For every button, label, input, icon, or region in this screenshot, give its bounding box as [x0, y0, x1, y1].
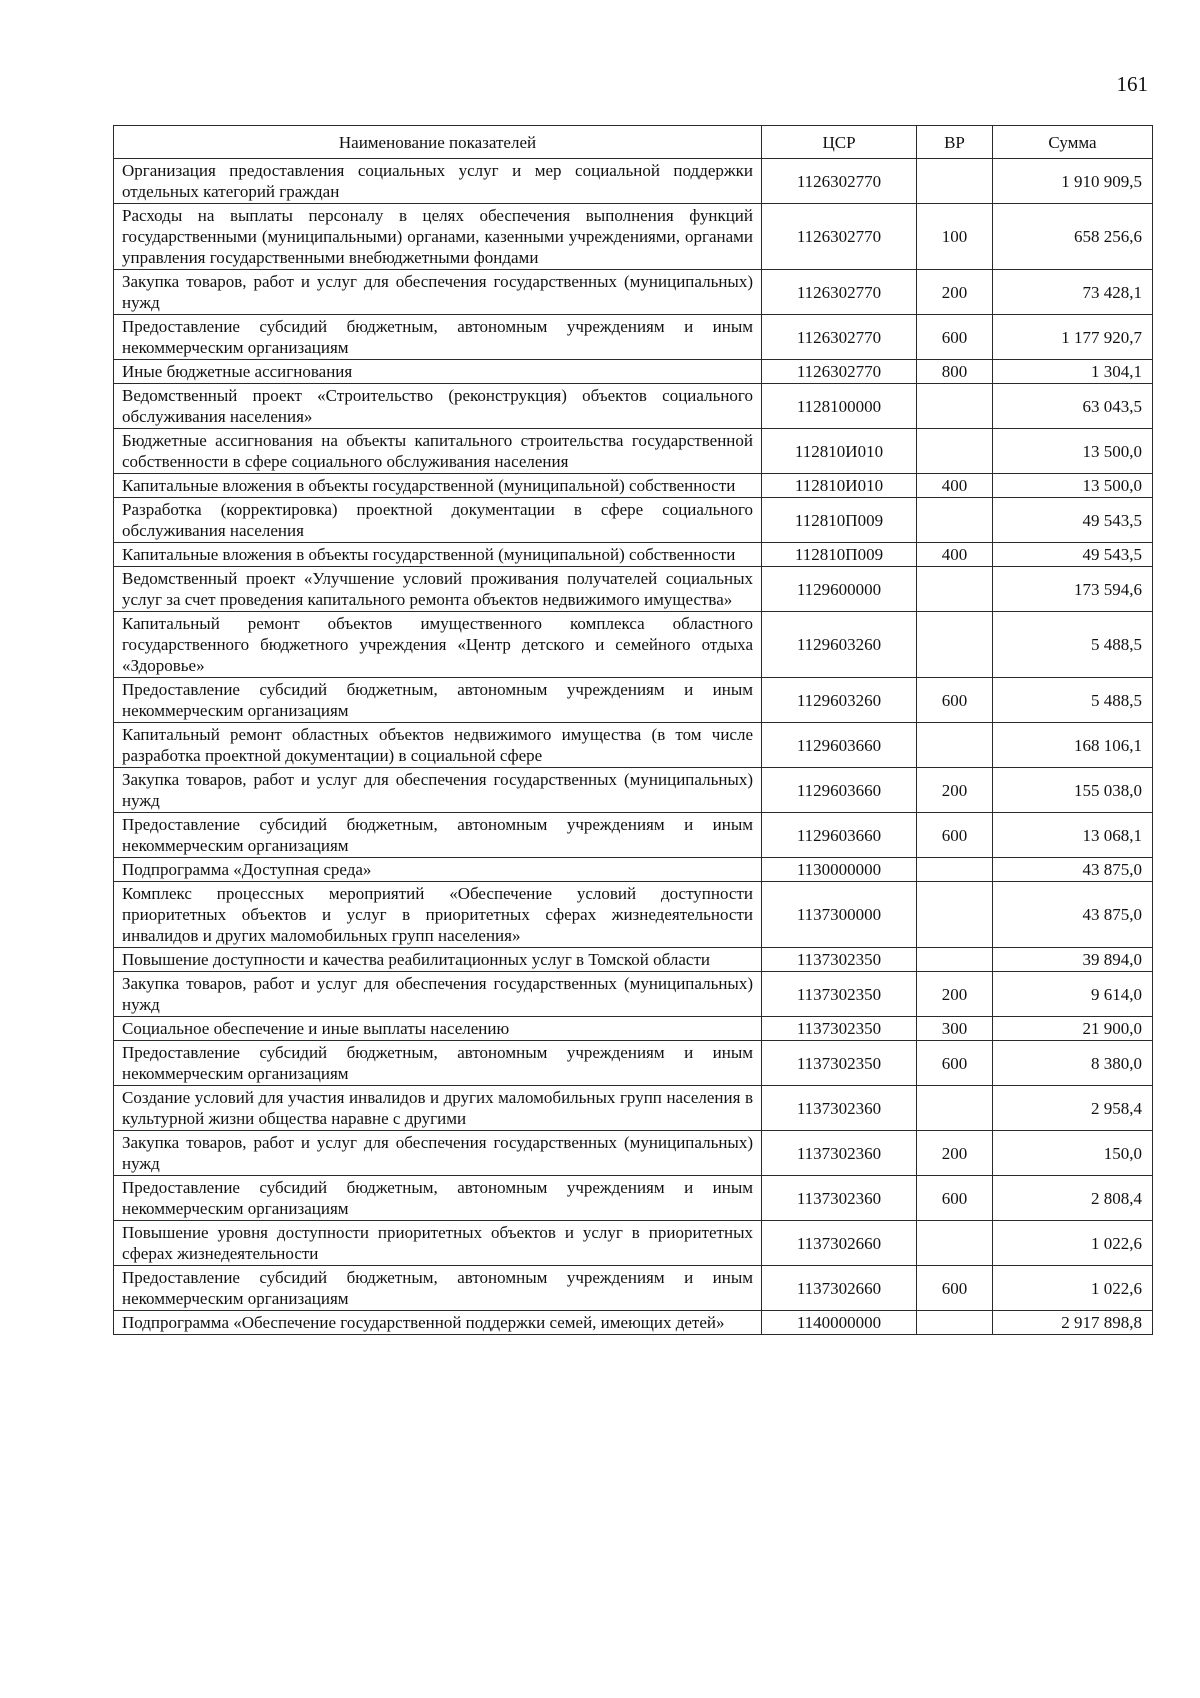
- row-csr-cell: 1129603660: [762, 723, 917, 768]
- row-name-cell: Предоставление субсидий бюджетным, автономным учреждениям и иным некоммерческим организациям: [114, 1041, 762, 1086]
- row-csr-cell: 1137302660: [762, 1221, 917, 1266]
- row-sum-cell: 49 543,5: [993, 543, 1153, 567]
- row-vr-cell: [917, 948, 993, 972]
- row-csr-cell: 1126302770: [762, 270, 917, 315]
- row-vr-cell: 200: [917, 768, 993, 813]
- row-name-cell: Закупка товаров, работ и услуг для обеспечения государственных (муниципальных) нужд: [114, 270, 762, 315]
- row-name-cell: Подпрограмма «Обеспечение государственной поддержки семей, имеющих детей»: [114, 1311, 762, 1335]
- row-csr-cell: 1137302350: [762, 948, 917, 972]
- row-name-cell: Предоставление субсидий бюджетным, автономным учреждениям и иным некоммерческим организациям: [114, 1176, 762, 1221]
- row-csr-cell: 1137302360: [762, 1086, 917, 1131]
- table-row: [114, 567, 1153, 612]
- row-sum-cell: 49 543,5: [993, 498, 1153, 543]
- row-vr-cell: 600: [917, 1176, 993, 1221]
- row-csr-cell: 112810И010: [762, 429, 917, 474]
- row-sum-cell: 8 380,0: [993, 1041, 1153, 1086]
- table-row: [114, 498, 1153, 543]
- row-sum-cell: 5 488,5: [993, 678, 1153, 723]
- table-row: [114, 1086, 1153, 1131]
- row-sum-cell: 63 043,5: [993, 384, 1153, 429]
- row-sum-cell: 1 910 909,5: [993, 159, 1153, 204]
- row-csr-cell: 1137302350: [762, 1017, 917, 1041]
- row-name-cell: Предоставление субсидий бюджетным, автономным учреждениям и иным некоммерческим организациям: [114, 678, 762, 723]
- table-row: [114, 678, 1153, 723]
- row-sum-cell: 1 177 920,7: [993, 315, 1153, 360]
- row-vr-cell: 600: [917, 315, 993, 360]
- row-csr-cell: 112810П009: [762, 498, 917, 543]
- table-row: [114, 1311, 1153, 1335]
- table-row: [114, 360, 1153, 384]
- row-vr-cell: [917, 429, 993, 474]
- table-row: [114, 429, 1153, 474]
- row-vr-cell: 600: [917, 678, 993, 723]
- table-row: [114, 1221, 1153, 1266]
- row-csr-cell: 1129603260: [762, 678, 917, 723]
- row-sum-cell: 150,0: [993, 1131, 1153, 1176]
- row-name-cell: Организация предоставления социальных услуг и мер социальной поддержки отдельных категорий граждан: [114, 159, 762, 204]
- row-sum-cell: 73 428,1: [993, 270, 1153, 315]
- row-csr-cell: 1137302350: [762, 1041, 917, 1086]
- row-sum-cell: 43 875,0: [993, 882, 1153, 948]
- table-row: [114, 948, 1153, 972]
- row-vr-cell: [917, 1311, 993, 1335]
- header-name: Наименование показателей: [114, 126, 762, 159]
- row-sum-cell: 155 038,0: [993, 768, 1153, 813]
- row-csr-cell: 1126302770: [762, 360, 917, 384]
- row-sum-cell: 13 068,1: [993, 813, 1153, 858]
- row-csr-cell: 1129603260: [762, 612, 917, 678]
- row-csr-cell: 1137302360: [762, 1131, 917, 1176]
- row-vr-cell: 400: [917, 543, 993, 567]
- row-name-cell: Расходы на выплаты персоналу в целях обеспечения выполнения функций государственными (муниципальными) органами, казенными учреждениями, органами управления государственными внебюджетными фондами: [114, 204, 762, 270]
- table-row: [114, 474, 1153, 498]
- row-name-cell: Ведомственный проект «Строительство (реконструкция) объектов социального обслуживания населения»: [114, 384, 762, 429]
- row-name-cell: Подпрограмма «Доступная среда»: [114, 858, 762, 882]
- table-row: [114, 858, 1153, 882]
- row-name-cell: Закупка товаров, работ и услуг для обеспечения государственных (муниципальных) нужд: [114, 1131, 762, 1176]
- row-vr-cell: 100: [917, 204, 993, 270]
- row-sum-cell: 1 304,1: [993, 360, 1153, 384]
- row-sum-cell: 2 958,4: [993, 1086, 1153, 1131]
- row-name-cell: Бюджетные ассигнования на объекты капитального строительства государственной собственности в сфере социального обслуживания населения: [114, 429, 762, 474]
- row-csr-cell: 1137302360: [762, 1176, 917, 1221]
- row-vr-cell: [917, 1086, 993, 1131]
- row-sum-cell: 13 500,0: [993, 429, 1153, 474]
- row-name-cell: Повышение доступности и качества реабилитационных услуг в Томской области: [114, 948, 762, 972]
- row-vr-cell: 400: [917, 474, 993, 498]
- row-vr-cell: [917, 567, 993, 612]
- row-sum-cell: 43 875,0: [993, 858, 1153, 882]
- row-csr-cell: 1129603660: [762, 813, 917, 858]
- row-sum-cell: 1 022,6: [993, 1266, 1153, 1311]
- row-vr-cell: 200: [917, 1131, 993, 1176]
- table-row: [114, 882, 1153, 948]
- row-name-cell: Капитальные вложения в объекты государственной (муниципальной) собственности: [114, 474, 762, 498]
- table-row: [114, 1041, 1153, 1086]
- table-body: [114, 159, 1153, 1335]
- table-row: [114, 204, 1153, 270]
- row-vr-cell: [917, 159, 993, 204]
- row-sum-cell: 21 900,0: [993, 1017, 1153, 1041]
- table-row: [114, 1017, 1153, 1041]
- row-csr-cell: 1128100000: [762, 384, 917, 429]
- row-vr-cell: 600: [917, 813, 993, 858]
- row-csr-cell: 1137302350: [762, 972, 917, 1017]
- table-row: [114, 384, 1153, 429]
- row-vr-cell: [917, 612, 993, 678]
- row-name-cell: Комплекс процессных мероприятий «Обеспечение условий доступности приоритетных объектов и услуг в приоритетных сферах жизнедеятельности инвалидов и других маломобильных групп населения»: [114, 882, 762, 948]
- row-name-cell: Закупка товаров, работ и услуг для обеспечения государственных (муниципальных) нужд: [114, 972, 762, 1017]
- table-row: [114, 159, 1153, 204]
- table-row: [114, 768, 1153, 813]
- row-csr-cell: 1130000000: [762, 858, 917, 882]
- row-sum-cell: 9 614,0: [993, 972, 1153, 1017]
- table-header-row: [114, 126, 1153, 159]
- row-name-cell: Предоставление субсидий бюджетным, автономным учреждениям и иным некоммерческим организациям: [114, 1266, 762, 1311]
- row-name-cell: Разработка (корректировка) проектной документации в сфере социального обслуживания населения: [114, 498, 762, 543]
- row-vr-cell: [917, 723, 993, 768]
- row-vr-cell: 200: [917, 972, 993, 1017]
- row-csr-cell: 1126302770: [762, 204, 917, 270]
- row-sum-cell: 5 488,5: [993, 612, 1153, 678]
- row-csr-cell: 1137300000: [762, 882, 917, 948]
- header-sum: Сумма: [993, 126, 1153, 159]
- table-row: [114, 1131, 1153, 1176]
- table-row: [114, 1266, 1153, 1311]
- row-vr-cell: [917, 882, 993, 948]
- row-sum-cell: 1 022,6: [993, 1221, 1153, 1266]
- table-row: [114, 723, 1153, 768]
- row-csr-cell: 112810П009: [762, 543, 917, 567]
- row-sum-cell: 13 500,0: [993, 474, 1153, 498]
- row-csr-cell: 112810И010: [762, 474, 917, 498]
- row-name-cell: Капитальные вложения в объекты государственной (муниципальной) собственности: [114, 543, 762, 567]
- row-sum-cell: 2 917 898,8: [993, 1311, 1153, 1335]
- header-csr: ЦСР: [762, 126, 917, 159]
- row-sum-cell: 658 256,6: [993, 204, 1153, 270]
- row-vr-cell: 600: [917, 1041, 993, 1086]
- row-name-cell: Предоставление субсидий бюджетным, автономным учреждениям и иным некоммерческим организациям: [114, 315, 762, 360]
- budget-table: [113, 125, 1153, 1335]
- row-vr-cell: [917, 384, 993, 429]
- row-name-cell: Капитальный ремонт объектов имущественного комплекса областного государственного бюджетного учреждения «Центр детского и семейного отдыха «Здоровье»: [114, 612, 762, 678]
- row-name-cell: Социальное обеспечение и иные выплаты населению: [114, 1017, 762, 1041]
- page-number: 161: [1116, 72, 1148, 96]
- row-vr-cell: [917, 1221, 993, 1266]
- row-vr-cell: 600: [917, 1266, 993, 1311]
- table-row: [114, 1176, 1153, 1221]
- row-sum-cell: 173 594,6: [993, 567, 1153, 612]
- row-vr-cell: [917, 498, 993, 543]
- row-sum-cell: 168 106,1: [993, 723, 1153, 768]
- row-vr-cell: 800: [917, 360, 993, 384]
- row-name-cell: Закупка товаров, работ и услуг для обеспечения государственных (муниципальных) нужд: [114, 768, 762, 813]
- table-row: [114, 270, 1153, 315]
- row-vr-cell: 200: [917, 270, 993, 315]
- row-name-cell: Создание условий для участия инвалидов и других маломобильных групп населения в культурной жизни общества наравне с другими: [114, 1086, 762, 1131]
- table-row: [114, 813, 1153, 858]
- header-vr: ВР: [917, 126, 993, 159]
- table-row: [114, 315, 1153, 360]
- row-name-cell: Капитальный ремонт областных объектов недвижимого имущества (в том числе разработка проектной документации) в социальной сфере: [114, 723, 762, 768]
- row-csr-cell: 1129603660: [762, 768, 917, 813]
- row-sum-cell: 2 808,4: [993, 1176, 1153, 1221]
- row-csr-cell: 1126302770: [762, 159, 917, 204]
- row-csr-cell: 1126302770: [762, 315, 917, 360]
- row-vr-cell: 300: [917, 1017, 993, 1041]
- row-csr-cell: 1140000000: [762, 1311, 917, 1335]
- row-csr-cell: 1137302660: [762, 1266, 917, 1311]
- table-row: [114, 543, 1153, 567]
- row-vr-cell: [917, 858, 993, 882]
- row-name-cell: Предоставление субсидий бюджетным, автономным учреждениям и иным некоммерческим организациям: [114, 813, 762, 858]
- table-row: [114, 612, 1153, 678]
- table-row: [114, 972, 1153, 1017]
- row-sum-cell: 39 894,0: [993, 948, 1153, 972]
- row-name-cell: Повышение уровня доступности приоритетных объектов и услуг в приоритетных сферах жизнедеятельности: [114, 1221, 762, 1266]
- row-csr-cell: 1129600000: [762, 567, 917, 612]
- row-name-cell: Ведомственный проект «Улучшение условий проживания получателей социальных услуг за счет проведения капитального ремонта объектов недвижимого имущества»: [114, 567, 762, 612]
- row-name-cell: Иные бюджетные ассигнования: [114, 360, 762, 384]
